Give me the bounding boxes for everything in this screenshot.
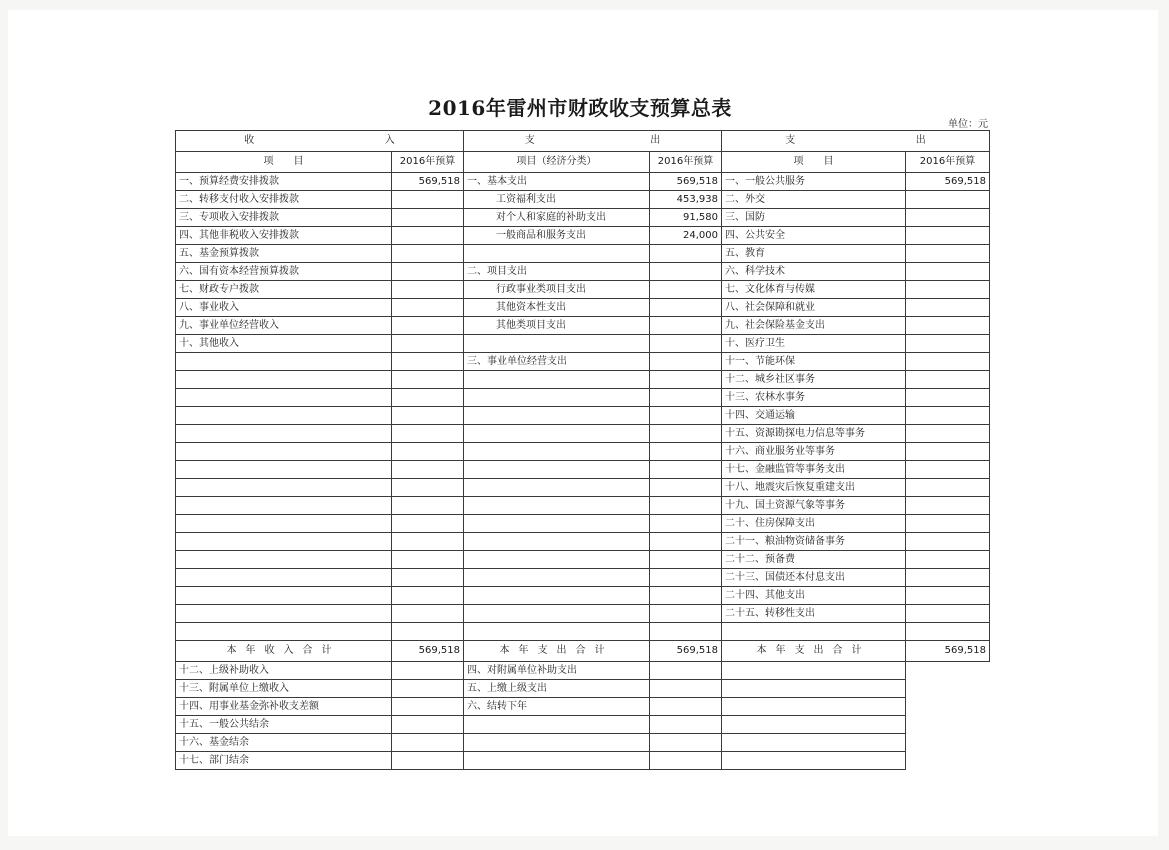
econ-value-cell — [650, 662, 722, 680]
income-value-cell — [392, 443, 464, 461]
table-row — [176, 425, 990, 443]
econ-item-cell — [464, 335, 650, 353]
func-value-cell — [906, 317, 990, 335]
econ-value-cell: 24,000 — [650, 227, 722, 245]
table-row — [176, 752, 990, 770]
table-row — [176, 680, 990, 698]
econ-value-cell — [650, 734, 722, 752]
econ-item-cell — [464, 497, 650, 515]
table-row — [176, 245, 990, 263]
func-value-cell — [906, 209, 990, 227]
func-value-cell — [906, 551, 990, 569]
func-item-cell: 五、教育 — [722, 245, 906, 263]
func-item-cell: 八、社会保障和就业 — [722, 299, 906, 317]
unit-label: 单位：元 — [948, 119, 988, 130]
func-item-cell — [722, 716, 906, 734]
econ-item-cell: 对个人和家庭的补助支出 — [464, 209, 650, 227]
income-value-cell — [392, 662, 464, 680]
func-value-cell — [906, 353, 990, 371]
income-value-cell — [392, 479, 464, 497]
empty-cell — [392, 623, 464, 641]
econ-item-cell — [464, 407, 650, 425]
income-value-cell — [392, 281, 464, 299]
income-item-cell — [176, 443, 392, 461]
income-item-cell: 三、专项收入安排拨款 — [176, 209, 392, 227]
func-item-cell — [722, 734, 906, 752]
income-item-cell — [176, 587, 392, 605]
empty-cell — [906, 680, 990, 698]
func-item-cell: 四、公共安全 — [722, 227, 906, 245]
econ-value-cell — [650, 389, 722, 407]
table-row — [176, 209, 990, 227]
econ-item-cell: 行政事业类项目支出 — [464, 281, 650, 299]
table-row — [176, 191, 990, 209]
func-value-cell — [906, 587, 990, 605]
econ-item-cell — [464, 461, 650, 479]
func-item-cell: 二十五、转移性支出 — [722, 605, 906, 623]
func-item-cell: 十六、商业服务业等事务 — [722, 443, 906, 461]
func-value-cell: 569,518 — [906, 173, 990, 191]
func-value-cell — [906, 245, 990, 263]
income-item-cell — [176, 479, 392, 497]
expense-econ-section-header: 支 出 — [464, 131, 722, 152]
table-row — [176, 407, 990, 425]
income-item-cell: 五、基金预算拨款 — [176, 245, 392, 263]
econ-total-value: 569,518 — [650, 641, 722, 662]
col-func-item: 项 目 — [722, 152, 906, 173]
empty-cell — [722, 623, 906, 641]
econ-value-cell — [650, 353, 722, 371]
income-value-cell — [392, 605, 464, 623]
func-item-cell: 七、文化体育与传媒 — [722, 281, 906, 299]
econ-value-cell: 91,580 — [650, 209, 722, 227]
income-value-cell — [392, 698, 464, 716]
income-item-cell: 十二、上级补助收入 — [176, 662, 392, 680]
table-row — [176, 497, 990, 515]
econ-item-cell: 工资福利支出 — [464, 191, 650, 209]
econ-value-cell — [650, 569, 722, 587]
econ-item-cell — [464, 716, 650, 734]
income-total-value: 569,518 — [392, 641, 464, 662]
table-row — [176, 281, 990, 299]
income-item-cell: 十四、用事业基金弥补收支差额 — [176, 698, 392, 716]
empty-cell — [906, 752, 990, 770]
func-item-cell: 二十、住房保障支出 — [722, 515, 906, 533]
expense-func-section-header: 支 出 — [722, 131, 990, 152]
income-item-cell — [176, 569, 392, 587]
income-value-cell — [392, 680, 464, 698]
income-value-cell — [392, 515, 464, 533]
income-value-cell — [392, 425, 464, 443]
econ-value-cell — [650, 263, 722, 281]
table-row — [176, 587, 990, 605]
col-func-budget: 2016年预算 — [906, 152, 990, 173]
econ-value-cell — [650, 371, 722, 389]
func-item-cell: 六、科学技术 — [722, 263, 906, 281]
econ-value-cell — [650, 497, 722, 515]
econ-item-cell: 三、事业单位经营支出 — [464, 353, 650, 371]
func-value-cell — [906, 371, 990, 389]
table-row — [176, 551, 990, 569]
func-value-cell — [906, 515, 990, 533]
income-value-cell — [392, 752, 464, 770]
econ-item-cell — [464, 752, 650, 770]
econ-value-cell — [650, 551, 722, 569]
table-row — [176, 533, 990, 551]
econ-value-cell — [650, 299, 722, 317]
income-item-cell — [176, 353, 392, 371]
table-row — [176, 734, 990, 752]
income-item-cell — [176, 425, 392, 443]
func-item-cell: 十九、国土资源气象等事务 — [722, 497, 906, 515]
income-value-cell — [392, 317, 464, 335]
func-value-cell — [906, 605, 990, 623]
section-header-row — [176, 131, 990, 152]
func-value-cell — [906, 227, 990, 245]
document-title: 2016年雷州市财政收支预算总表 — [428, 96, 732, 120]
empty-cell — [650, 623, 722, 641]
income-item-cell — [176, 605, 392, 623]
empty-cell — [906, 662, 990, 680]
econ-value-cell — [650, 680, 722, 698]
econ-item-cell — [464, 389, 650, 407]
table-row — [176, 569, 990, 587]
econ-item-cell: 四、对附属单位补助支出 — [464, 662, 650, 680]
income-value-cell — [392, 551, 464, 569]
func-value-cell — [906, 425, 990, 443]
econ-value-cell — [650, 443, 722, 461]
income-value-cell — [392, 587, 464, 605]
func-total-label: 本年支出合计 — [722, 641, 906, 662]
econ-item-cell — [464, 587, 650, 605]
col-income-budget: 2016年预算 — [392, 152, 464, 173]
income-total-label: 本年收入合计 — [176, 641, 392, 662]
econ-item-cell — [464, 515, 650, 533]
econ-item-cell: 其他类项目支出 — [464, 317, 650, 335]
empty-cell — [906, 734, 990, 752]
column-header-row — [176, 152, 990, 173]
income-item-cell — [176, 551, 392, 569]
func-item-cell: 二十三、国债还本付息支出 — [722, 569, 906, 587]
income-value-cell — [392, 371, 464, 389]
income-item-cell — [176, 461, 392, 479]
econ-item-cell — [464, 479, 650, 497]
econ-item-cell — [464, 734, 650, 752]
econ-value-cell — [650, 281, 722, 299]
income-item-cell: 九、事业单位经营收入 — [176, 317, 392, 335]
econ-item-cell — [464, 605, 650, 623]
econ-item-cell — [464, 425, 650, 443]
income-value-cell: 569,518 — [392, 173, 464, 191]
income-item-cell — [176, 533, 392, 551]
empty-cell — [906, 698, 990, 716]
econ-item-cell: 六、结转下年 — [464, 698, 650, 716]
empty-cell — [906, 716, 990, 734]
income-value-cell — [392, 533, 464, 551]
func-item-cell: 十一、节能环保 — [722, 353, 906, 371]
table-row — [176, 389, 990, 407]
econ-value-cell — [650, 605, 722, 623]
table-row — [176, 605, 990, 623]
econ-item-cell — [464, 551, 650, 569]
table-row — [176, 317, 990, 335]
func-value-cell — [906, 569, 990, 587]
income-value-cell — [392, 389, 464, 407]
table-row — [176, 299, 990, 317]
econ-value-cell — [650, 515, 722, 533]
func-item-cell: 十七、金融监管等事务支出 — [722, 461, 906, 479]
econ-value-cell — [650, 533, 722, 551]
econ-value-cell — [650, 425, 722, 443]
income-item-cell: 八、事业收入 — [176, 299, 392, 317]
func-value-cell — [906, 191, 990, 209]
table-row — [176, 263, 990, 281]
econ-item-cell: 五、上缴上级支出 — [464, 680, 650, 698]
income-item-cell: 一、预算经费安排拨款 — [176, 173, 392, 191]
table-row — [176, 716, 990, 734]
table-row — [176, 479, 990, 497]
income-value-cell — [392, 497, 464, 515]
econ-total-label: 本年支出合计 — [464, 641, 650, 662]
econ-item-cell: 二、项目支出 — [464, 263, 650, 281]
table-row — [176, 443, 990, 461]
income-item-cell: 四、其他非税收入安排拨款 — [176, 227, 392, 245]
func-item-cell: 二、外交 — [722, 191, 906, 209]
table-row — [176, 698, 990, 716]
budget-table — [175, 130, 990, 770]
func-value-cell — [906, 407, 990, 425]
func-value-cell — [906, 479, 990, 497]
income-item-cell: 十六、基金结余 — [176, 734, 392, 752]
totals-row — [176, 641, 990, 662]
income-item-cell: 十、其他收入 — [176, 335, 392, 353]
income-value-cell — [392, 569, 464, 587]
econ-item-cell — [464, 443, 650, 461]
income-value-cell — [392, 353, 464, 371]
econ-value-cell — [650, 461, 722, 479]
func-item-cell — [722, 698, 906, 716]
table-row — [176, 371, 990, 389]
empty-cell — [464, 623, 650, 641]
econ-value-cell — [650, 716, 722, 734]
econ-value-cell: 569,518 — [650, 173, 722, 191]
income-item-cell: 十七、部门结余 — [176, 752, 392, 770]
func-value-cell — [906, 497, 990, 515]
econ-value-cell — [650, 479, 722, 497]
func-value-cell — [906, 461, 990, 479]
econ-value-cell — [650, 752, 722, 770]
func-item-cell: 十二、城乡社区事务 — [722, 371, 906, 389]
econ-value-cell — [650, 698, 722, 716]
income-item-cell: 六、国有资本经营预算拨款 — [176, 263, 392, 281]
func-item-cell: 十四、交通运输 — [722, 407, 906, 425]
econ-item-cell: 其他资本性支出 — [464, 299, 650, 317]
func-item-cell — [722, 662, 906, 680]
func-item-cell — [722, 752, 906, 770]
func-item-cell — [722, 680, 906, 698]
econ-value-cell — [650, 317, 722, 335]
table-row — [176, 461, 990, 479]
income-value-cell — [392, 245, 464, 263]
income-section-header: 收 入 — [176, 131, 464, 152]
table-row — [176, 662, 990, 680]
income-value-cell — [392, 191, 464, 209]
income-item-cell — [176, 407, 392, 425]
income-value-cell — [392, 335, 464, 353]
income-item-cell: 十三、附属单位上缴收入 — [176, 680, 392, 698]
econ-value-cell — [650, 407, 722, 425]
func-value-cell — [906, 389, 990, 407]
col-econ-item: 项目（经济分类） — [464, 152, 650, 173]
func-item-cell: 二十四、其他支出 — [722, 587, 906, 605]
func-value-cell — [906, 281, 990, 299]
income-value-cell — [392, 227, 464, 245]
income-item-cell — [176, 371, 392, 389]
income-value-cell — [392, 209, 464, 227]
income-item-cell: 七、财政专户拨款 — [176, 281, 392, 299]
col-econ-budget: 2016年预算 — [650, 152, 722, 173]
empty-cell — [906, 623, 990, 641]
table-row — [176, 623, 990, 641]
income-item-cell — [176, 497, 392, 515]
econ-item-cell: 一、基本支出 — [464, 173, 650, 191]
econ-item-cell — [464, 569, 650, 587]
income-value-cell — [392, 263, 464, 281]
func-item-cell: 十、医疗卫生 — [722, 335, 906, 353]
income-value-cell — [392, 461, 464, 479]
table-row — [176, 227, 990, 245]
func-item-cell: 三、国防 — [722, 209, 906, 227]
econ-value-cell — [650, 245, 722, 263]
func-value-cell — [906, 263, 990, 281]
table-row — [176, 335, 990, 353]
func-value-cell — [906, 443, 990, 461]
empty-cell — [176, 623, 392, 641]
func-value-cell — [906, 335, 990, 353]
func-item-cell: 九、社会保险基金支出 — [722, 317, 906, 335]
econ-value-cell: 453,938 — [650, 191, 722, 209]
income-item-cell — [176, 515, 392, 533]
econ-item-cell — [464, 371, 650, 389]
econ-item-cell: 一般商品和服务支出 — [464, 227, 650, 245]
func-value-cell — [906, 533, 990, 551]
func-item-cell: 十三、农林水事务 — [722, 389, 906, 407]
econ-item-cell — [464, 245, 650, 263]
econ-value-cell — [650, 335, 722, 353]
income-value-cell — [392, 734, 464, 752]
econ-item-cell — [464, 533, 650, 551]
income-value-cell — [392, 299, 464, 317]
table-row — [176, 353, 990, 371]
func-value-cell — [906, 299, 990, 317]
func-item-cell: 二十一、粮油物资储备事务 — [722, 533, 906, 551]
func-item-cell: 十八、地震灾后恢复重建支出 — [722, 479, 906, 497]
table-row — [176, 173, 990, 191]
income-value-cell — [392, 407, 464, 425]
income-item-cell: 二、转移支付收入安排拨款 — [176, 191, 392, 209]
func-item-cell: 十五、资源勘探电力信息等事务 — [722, 425, 906, 443]
income-item-cell: 十五、一般公共结余 — [176, 716, 392, 734]
table-row — [176, 515, 990, 533]
func-total-value: 569,518 — [906, 641, 990, 662]
income-value-cell — [392, 716, 464, 734]
income-item-cell — [176, 389, 392, 407]
func-item-cell: 二十二、预备费 — [722, 551, 906, 569]
func-item-cell: 一、一般公共服务 — [722, 173, 906, 191]
col-income-item: 项 目 — [176, 152, 392, 173]
econ-value-cell — [650, 587, 722, 605]
